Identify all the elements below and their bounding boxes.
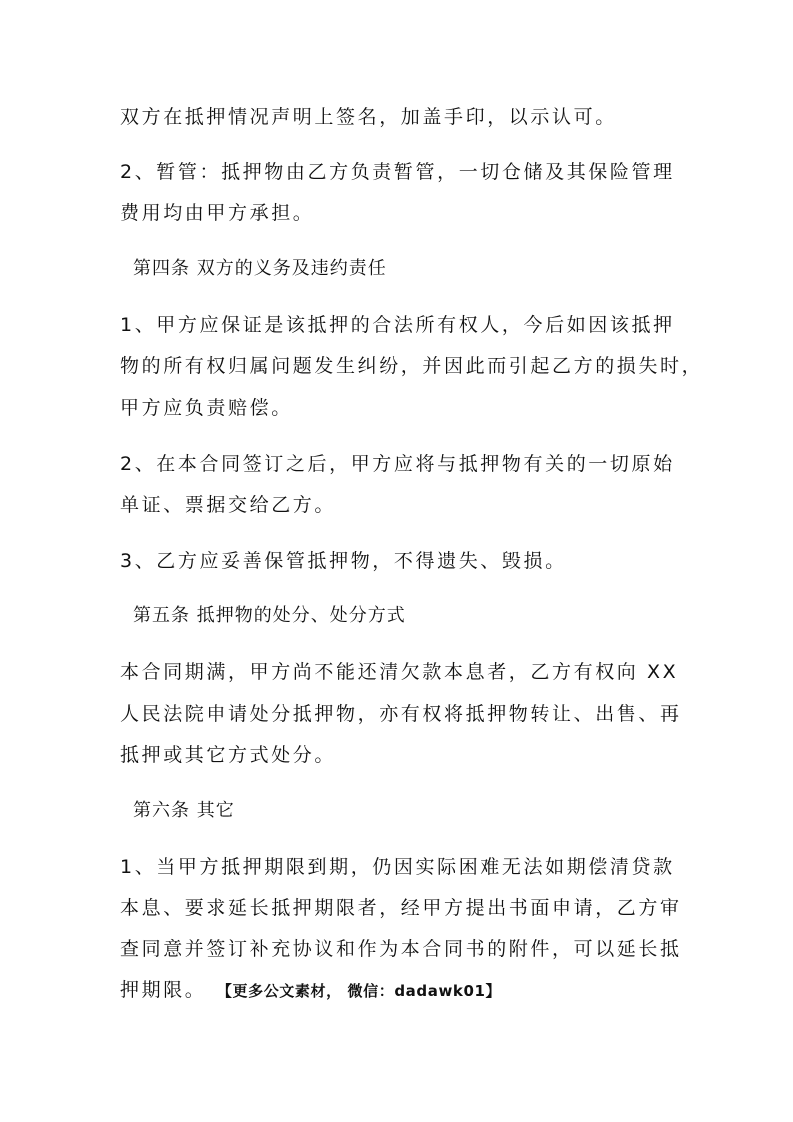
section-heading-article-4: 第四条 双方的义务及违约责任: [133, 258, 387, 279]
paragraph-line: 甲方应负责赔偿。: [120, 397, 293, 419]
paragraph-line: 单证、票据交给乙方。: [120, 494, 337, 516]
promo-note: 【更多公文素材， 微信：dadawk01】: [224, 982, 502, 1000]
paragraph-line: 1、当甲方抵押期限到期，仍因实际困难无法如期偿清贷款: [120, 856, 675, 878]
paragraph-line: 本合同期满，甲方尚不能还清欠款本息者，乙方有权向 XX: [120, 661, 679, 683]
paragraph-line: 3、乙方应妥善保管抵押物，不得遗失、毁损。: [120, 550, 567, 572]
paragraph-line-with-note: [120, 978, 501, 1003]
paragraph-line: 1、甲方应保证是该抵押的合法所有权人，今后如因该抵押: [120, 314, 675, 336]
paragraph-line: 本息、要求延长抵押期限者，经甲方提出书面申请，乙方审: [120, 897, 682, 919]
paragraph-text: 押期限。: [120, 979, 207, 1001]
paragraph-line: 2、暂管：抵押物由乙方负责暂管，一切仓储及其保险管理: [120, 161, 675, 183]
paragraph-line: 抵押或其它方式处分。: [120, 744, 337, 766]
paragraph-line: 查同意并签订补充协议和作为本合同书的附件，可以延长抵: [120, 938, 682, 960]
paragraph-line: 费用均由甲方承担。: [120, 202, 315, 224]
paragraph-line: 2、在本合同签订之后，甲方应将与抵押物有关的一切原始: [120, 453, 675, 475]
section-heading-article-5: 第五条 抵押物的处分、处分方式: [133, 605, 406, 626]
paragraph-line: 人民法院申请处分抵押物，亦有权将抵押物转让、出售、再: [120, 703, 682, 725]
paragraph-line: 双方在抵押情况声明上签名，加盖手印，以示认可。: [120, 106, 617, 128]
paragraph-line: 物的所有权归属问题发生纠纷，并因此而引起乙方的损失时，: [120, 355, 704, 377]
section-heading-article-6: 第六条 其它: [133, 800, 235, 821]
